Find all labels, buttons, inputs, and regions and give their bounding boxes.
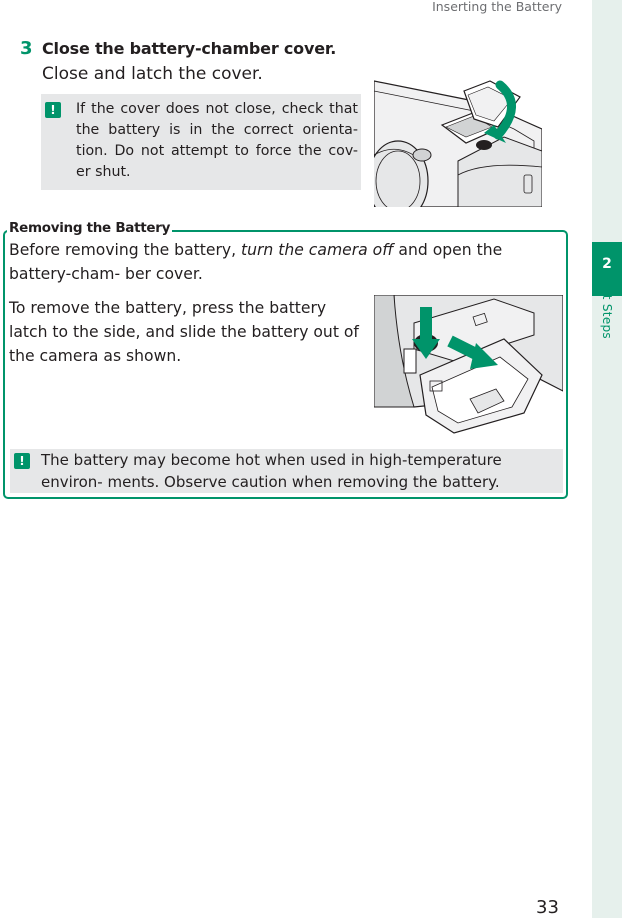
chapter-number: 2: [602, 256, 612, 272]
chapter-sidebar: [592, 0, 622, 918]
p1-lead: Before removing the battery,: [9, 241, 242, 259]
frame-title: Removing the Battery: [9, 220, 171, 236]
hot-battery-note-text: The battery may become hot when used in high-temperature environ- ments. Observe caution when removing the battery.: [41, 451, 502, 491]
chapter-title: [592, 273, 622, 378]
battery-removal-illustration: [374, 295, 563, 435]
caution-note-text: If the cover does not close, check that the battery is in the correct orienta- tion. Do not attempt to force the cov- er shut.: [76, 101, 358, 180]
caution-note: [41, 94, 361, 190]
step-heading: Close the battery-chamber cover.: [42, 39, 337, 58]
p1-emphasis: turn the camera off: [241, 241, 394, 259]
step-number: 3: [20, 38, 33, 59]
hot-battery-note: [10, 449, 563, 493]
removing-instructions-paragraph: [9, 238, 561, 286]
caution-icon: !: [14, 453, 30, 469]
chapter-title-text: First Steps: [600, 273, 614, 339]
running-header: Inserting the Battery: [432, 0, 562, 14]
caution-icon: !: [45, 102, 61, 118]
page-number: 33: [536, 897, 559, 918]
removing-steps-paragraph: To remove the battery, press the battery latch to the side, and slide the battery out of the camera as shown.: [9, 299, 359, 365]
p1-trail: and open the battery-cham- ber cover.: [9, 241, 503, 283]
step-body: Close and latch the cover.: [42, 64, 263, 84]
camera-cover-close-illustration: [374, 71, 542, 207]
